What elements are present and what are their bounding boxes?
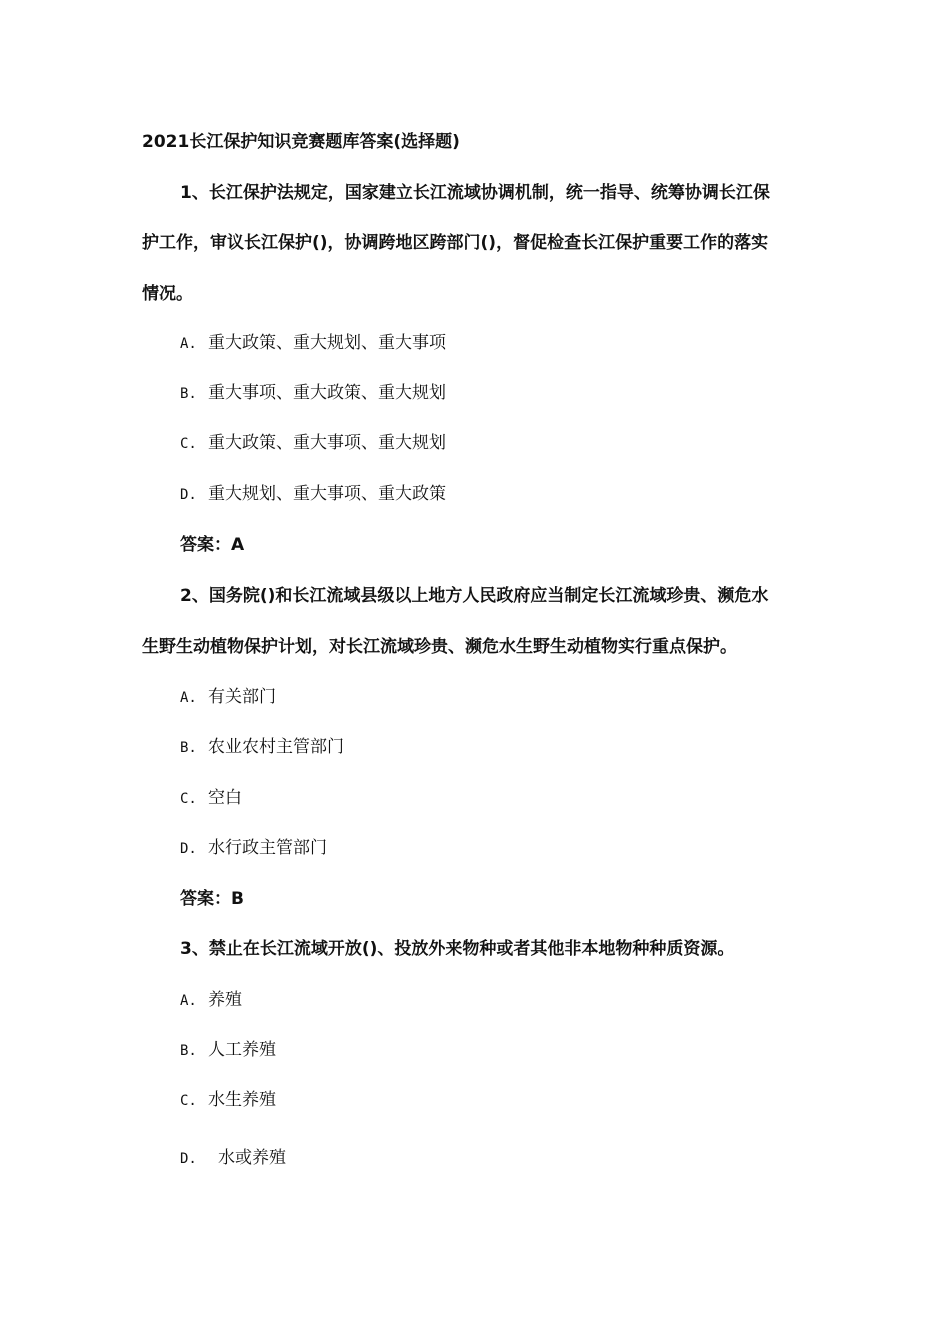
question-3-line-1: 3、禁止在长江流域开放()、投放外来物种或者其他非本地物种种质资源。 bbox=[180, 939, 735, 959]
option-text: 重大规划、重大事项、重大政策 bbox=[208, 484, 446, 504]
question-3-option-a bbox=[180, 989, 242, 1012]
question-1-answer: 答案：A bbox=[180, 535, 245, 555]
question-3-option-d bbox=[180, 1147, 286, 1170]
option-text: 水或养殖 bbox=[218, 1148, 286, 1168]
question-2-line-2: 生野生动植物保护计划，对长江流域珍贵、濒危水生野生动植物实行重点保护。 bbox=[142, 637, 737, 657]
option-letter: B. bbox=[180, 1043, 197, 1059]
option-text: 养殖 bbox=[208, 990, 242, 1010]
question-1-option-a bbox=[180, 332, 446, 355]
option-text: 重大政策、重大事项、重大规划 bbox=[208, 433, 446, 453]
option-text: 空白 bbox=[208, 788, 242, 808]
option-letter: C. bbox=[180, 791, 197, 807]
question-2-option-c bbox=[180, 787, 242, 810]
option-text: 人工养殖 bbox=[208, 1040, 276, 1060]
question-2-answer: 答案：B bbox=[180, 889, 244, 909]
option-letter: D. bbox=[180, 487, 197, 503]
option-letter: B. bbox=[180, 740, 197, 756]
question-2-option-b bbox=[180, 736, 344, 759]
option-letter: A. bbox=[180, 336, 197, 352]
question-2-line-1: 2、国务院()和长江流域县级以上地方人民政府应当制定长江流域珍贵、濒危水 bbox=[180, 586, 769, 606]
option-letter: C. bbox=[180, 436, 197, 452]
question-1-line-3: 情况。 bbox=[142, 284, 193, 304]
option-letter: B. bbox=[180, 386, 197, 402]
document-title: 2021长江保护知识竞赛题库答案(选择题) bbox=[142, 132, 460, 152]
option-text: 水行政主管部门 bbox=[208, 838, 327, 858]
question-1-line-1: 1、长江保护法规定，国家建立长江流域协调机制，统一指导、统筹协调长江保 bbox=[180, 183, 770, 203]
question-3-option-c bbox=[180, 1089, 276, 1112]
option-letter: C. bbox=[180, 1093, 197, 1109]
option-text: 有关部门 bbox=[208, 687, 276, 707]
question-3-option-b bbox=[180, 1039, 276, 1062]
option-letter: D. bbox=[180, 1151, 197, 1167]
question-1-option-d bbox=[180, 483, 446, 506]
question-1-line-2: 护工作，审议长江保护()，协调跨地区跨部门()，督促检查长江保护重要工作的落实 bbox=[142, 233, 769, 253]
question-2-option-a bbox=[180, 686, 276, 709]
option-text: 水生养殖 bbox=[208, 1090, 276, 1110]
option-letter: D. bbox=[180, 841, 197, 857]
question-1-option-b bbox=[180, 382, 446, 405]
question-2-option-d bbox=[180, 837, 327, 860]
option-text: 农业农村主管部门 bbox=[208, 737, 344, 757]
option-letter: A. bbox=[180, 690, 197, 706]
option-letter: A. bbox=[180, 993, 197, 1009]
option-text: 重大事项、重大政策、重大规划 bbox=[208, 383, 446, 403]
option-text: 重大政策、重大规划、重大事项 bbox=[208, 333, 446, 353]
question-1-option-c bbox=[180, 432, 446, 455]
